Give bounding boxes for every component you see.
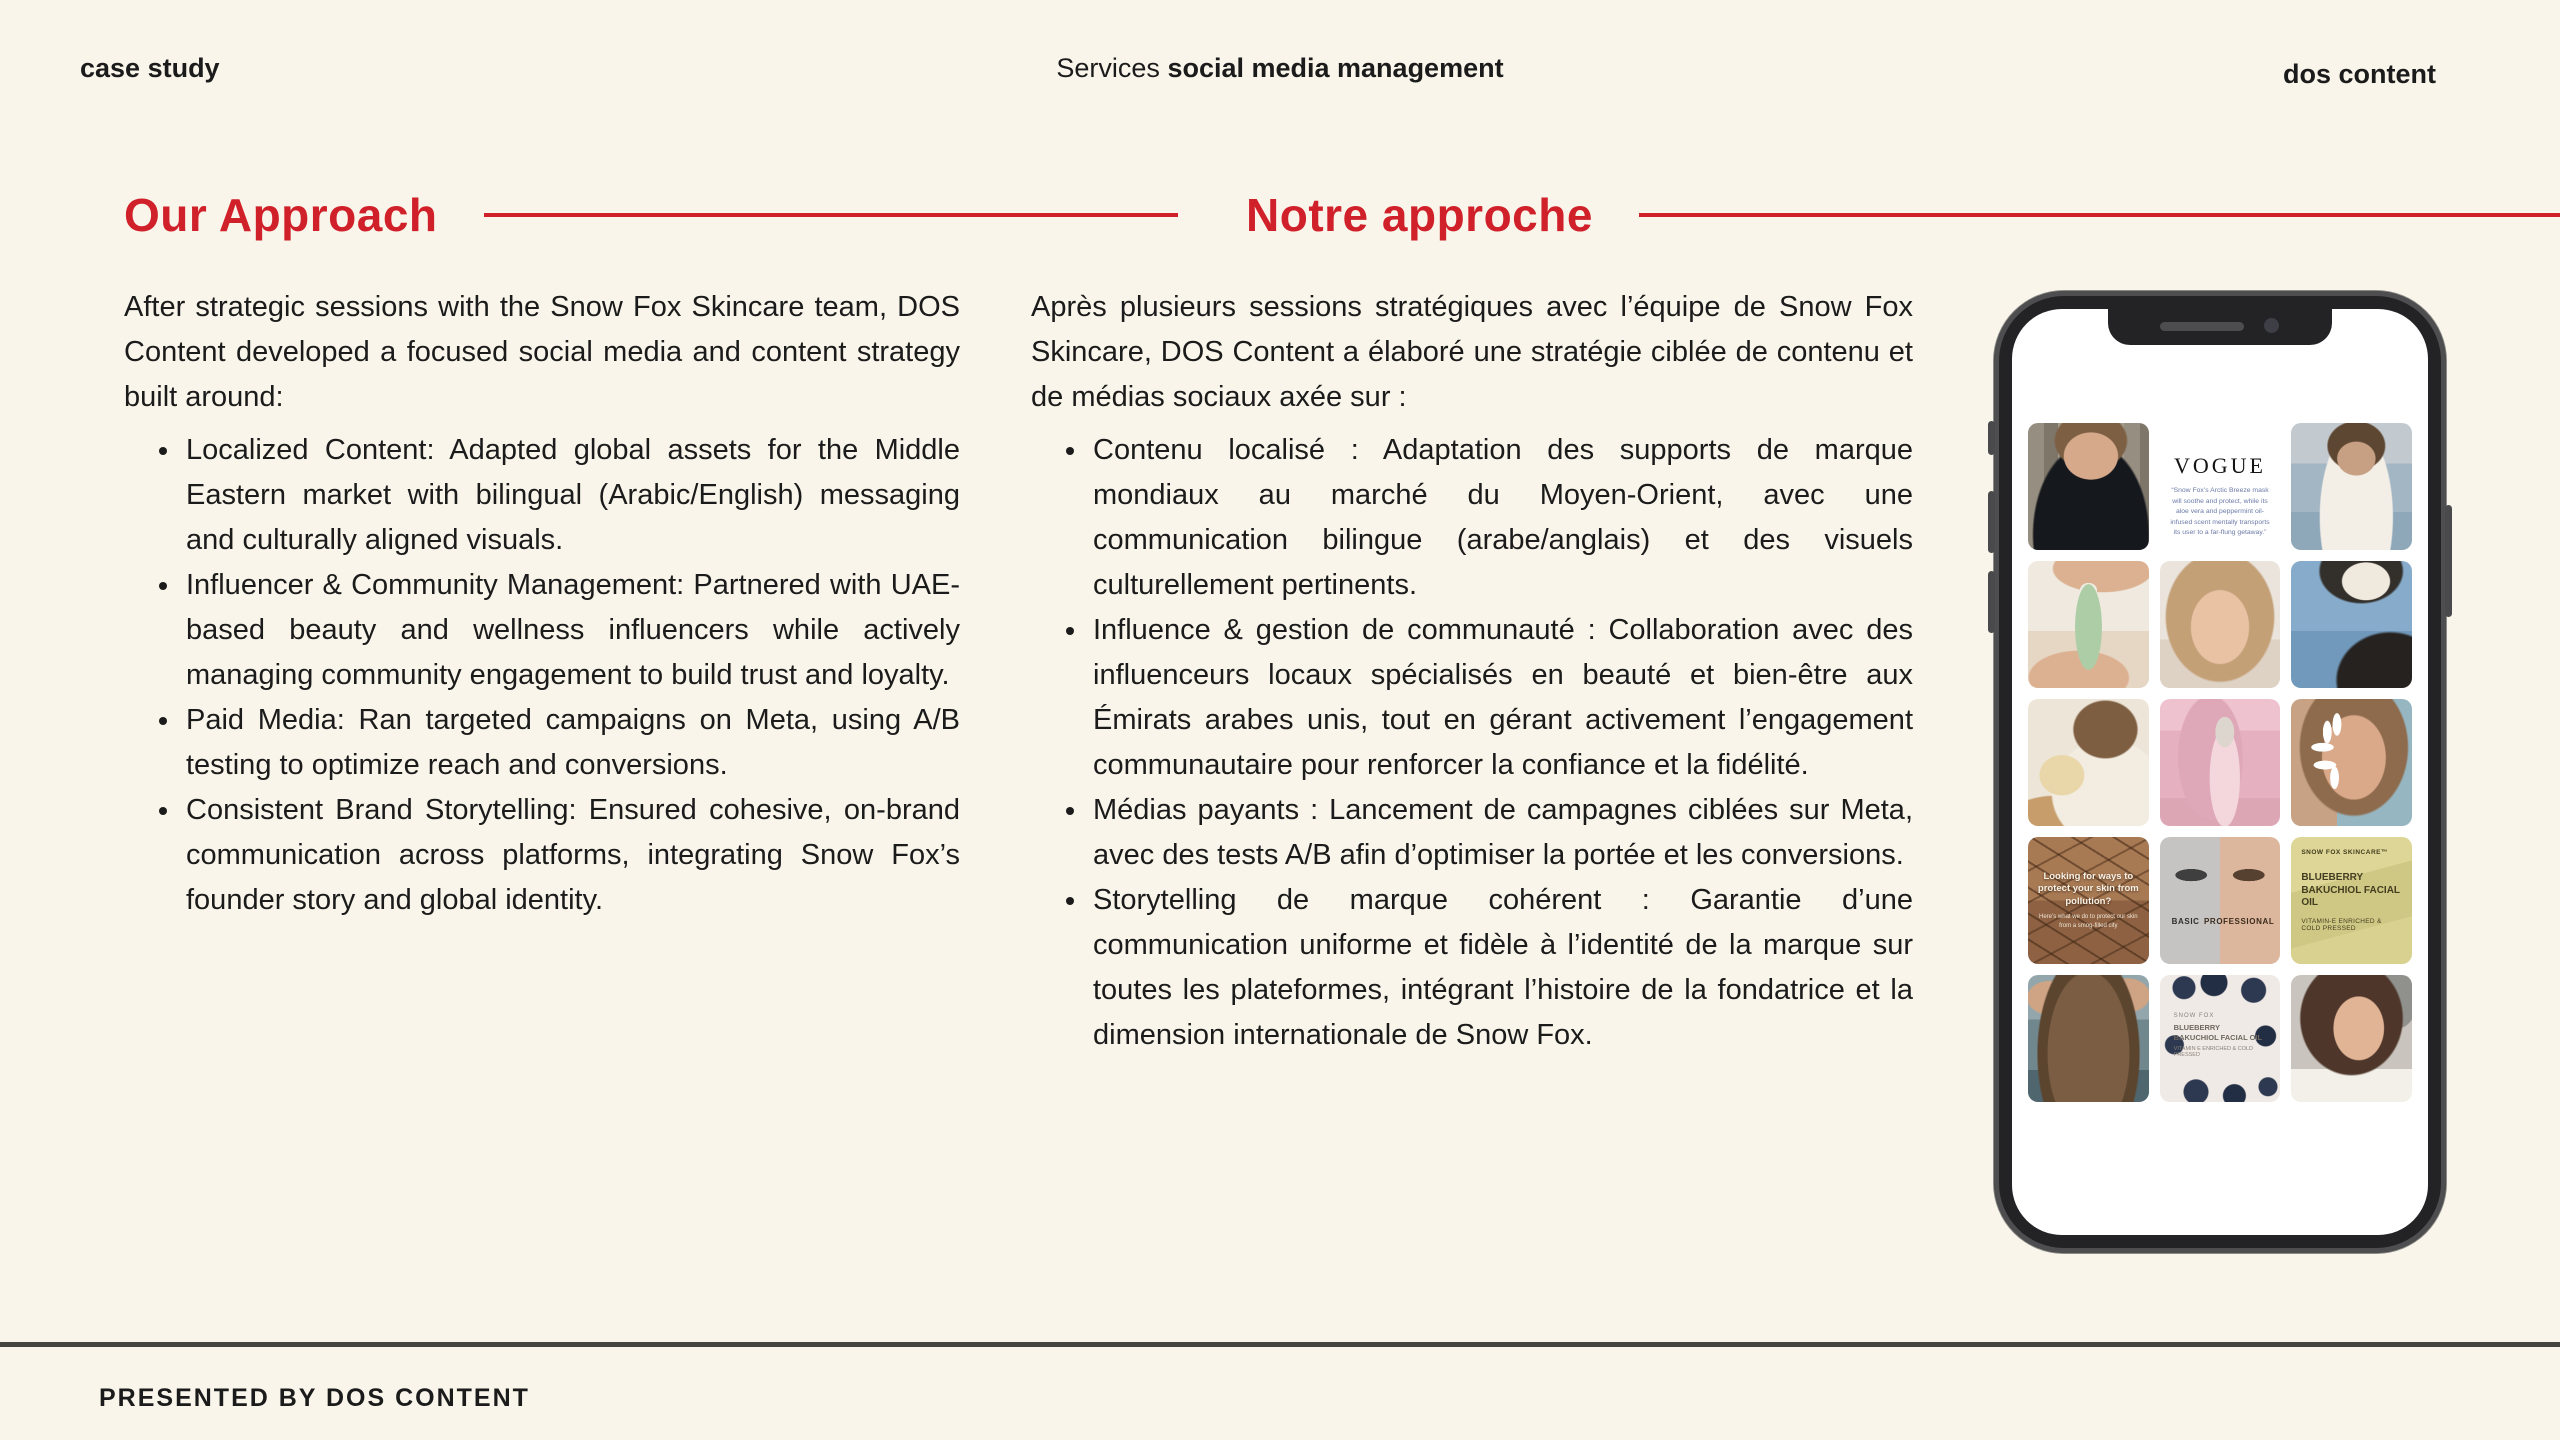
header-left-label: case study xyxy=(80,53,220,83)
section-heading-en xyxy=(124,188,1178,242)
body-column-en xyxy=(124,285,960,923)
grid-tile-white-dress-sea xyxy=(2291,423,2412,550)
oil-product-text: BLUEBERRY BAKUCHIOL FACIAL OIL xyxy=(2301,872,2400,908)
section-title-fr: Notre approche xyxy=(1246,189,1593,241)
section-title-en: Our Approach xyxy=(124,189,438,241)
blueberry-brand-text: SNOW FOX xyxy=(2173,1013,2215,1019)
blueberry-product-text: BLUEBERRY BAKUCHIOL FACIAL OIL xyxy=(2173,1023,2263,1042)
grid-tile-basic-professional xyxy=(2160,837,2281,964)
header-brand-label: dos content xyxy=(2283,59,2436,89)
header-services-bold: social media management xyxy=(1167,53,1504,83)
header-services-label xyxy=(0,52,2560,84)
phone-mockup xyxy=(1994,291,2446,1253)
phone-power-button xyxy=(2445,505,2452,617)
grid-tile-model-black-top xyxy=(2028,423,2149,550)
bullet-item: • Paid Media: Ran targeted campaigns on Meta, using A/B testing to optimize reach and conversions. xyxy=(182,698,960,788)
grid-tile-pollution-post xyxy=(2028,837,2149,964)
grid-tile-vogue-quote xyxy=(2160,423,2281,550)
bullet-item: • Influence & gestion de communauté : Collaboration avec des influenceurs locaux spécialisés en beauté et bien-être aux Émirats arabes unis, tout en gérant activement l’engagement communautaire pour renforcer la confiance et la fidélité. xyxy=(1089,608,1913,788)
bullet-item: • Médias payants : Lancement de campagnes ciblées sur Meta, avec des tests A/B afin d’optimiser la portée et les conversions. xyxy=(1089,788,1913,878)
footer-divider xyxy=(0,1342,2560,1347)
phone-camera-icon xyxy=(2264,318,2279,333)
bullet-item: • Consistent Brand Storytelling: Ensured cohesive, on-brand communication across platforms, integrating Snow Fox’s founder story and global identity. xyxy=(182,788,960,923)
professional-label: PROFESSIONAL xyxy=(2204,917,2275,926)
phone-volume-down-button xyxy=(1988,571,1995,633)
grid-tile-green-product-hand xyxy=(2028,561,2149,688)
grid-tile-smiling-woman xyxy=(2160,561,2281,688)
footer-credit: PRESENTED BY DOS CONTENT xyxy=(99,1384,530,1412)
phone-mute-switch xyxy=(1988,421,1995,455)
grid-tile-founder-selfie xyxy=(2291,975,2412,1102)
grid-tile-mother-child xyxy=(2028,699,2149,826)
heading-rule-en xyxy=(484,213,1178,217)
phone-notch xyxy=(2108,309,2332,345)
bullet-item: • Storytelling de marque cohérent : Garantie d’une communication uniforme et fidèle à l’identité de la marque sur toutes les plateformes, intégrant l’histoire de la fondatrice et la dimension internationale de Snow Fox. xyxy=(1089,878,1913,1058)
grid-tile-wet-hair-back xyxy=(2028,975,2149,1102)
body-column-fr xyxy=(1031,285,1913,1058)
grid-tile-pink-serum xyxy=(2160,699,2281,826)
header-services-prefix: Services xyxy=(1056,53,1168,83)
pollution-post-subtext: Here’s what we do to protect our skin from a smog-filled city xyxy=(2039,914,2138,929)
oil-brand-text: SNOW FOX SKINCARE™ xyxy=(2301,849,2388,856)
grid-tile-hands-jar-sky xyxy=(2291,561,2412,688)
grid-tile-facial-oil-label xyxy=(2291,837,2412,964)
oil-subtext: VITAMIN-E ENRICHED & COLD PRESSED xyxy=(2301,917,2382,932)
phone-screen xyxy=(2012,309,2428,1235)
grid-tile-blueberry-bottle xyxy=(2160,975,2281,1102)
basic-label: BASIC xyxy=(2171,917,2200,926)
pollution-post-heading: Looking for ways to protect your skin from pollution? xyxy=(2037,871,2139,907)
heading-rule-fr xyxy=(1639,213,2560,217)
intro-paragraph-en: After strategic sessions with the Snow Fox Skincare team, DOS Content developed a focused social media and content strategy built around: xyxy=(124,291,960,413)
bullet-list-fr xyxy=(1031,428,1913,1058)
instagram-grid xyxy=(2028,423,2412,1102)
phone-speaker-slot xyxy=(2160,322,2244,331)
section-heading-fr xyxy=(1246,188,2560,242)
intro-paragraph-fr: Après plusieurs sessions stratégiques avec l’équipe de Snow Fox Skincare, DOS Content a élaboré une stratégie ciblée de contenu et de médias sociaux axée sur : xyxy=(1031,291,1913,413)
bullet-item: • Localized Content: Adapted global assets for the Middle Eastern market with bilingual (Arabic/English) messaging and culturally aligned visuals. xyxy=(182,428,960,563)
bullet-item: • Influencer & Community Management: Partnered with UAE-based beauty and wellness influencers while actively managing community engagement to build trust and loyalty. xyxy=(182,563,960,698)
phone-volume-up-button xyxy=(1988,491,1995,553)
bullet-list-en xyxy=(124,428,960,923)
grid-tile-cream-petals-face xyxy=(2291,699,2412,826)
blueberry-subtext: VITAMIN E ENRICHED & COLD PRESSED xyxy=(2173,1045,2254,1058)
vogue-logo: VOGUE xyxy=(2173,453,2266,478)
bullet-item: • Contenu localisé : Adaptation des supports de marque mondiaux au marché du Moyen-Orient, avec une communication bilingue (arabe/anglais) et des visuels culturellement pertinents. xyxy=(1089,428,1913,608)
vogue-quote-text: “Snow Fox’s Arctic Breeze mask will soothe and protect, while its aloe vera and peppermint oil-infused scent mentally transports its user to a far-flung getaway.” xyxy=(2170,487,2270,537)
blueberry-bottle-label xyxy=(2174,1013,2267,1058)
